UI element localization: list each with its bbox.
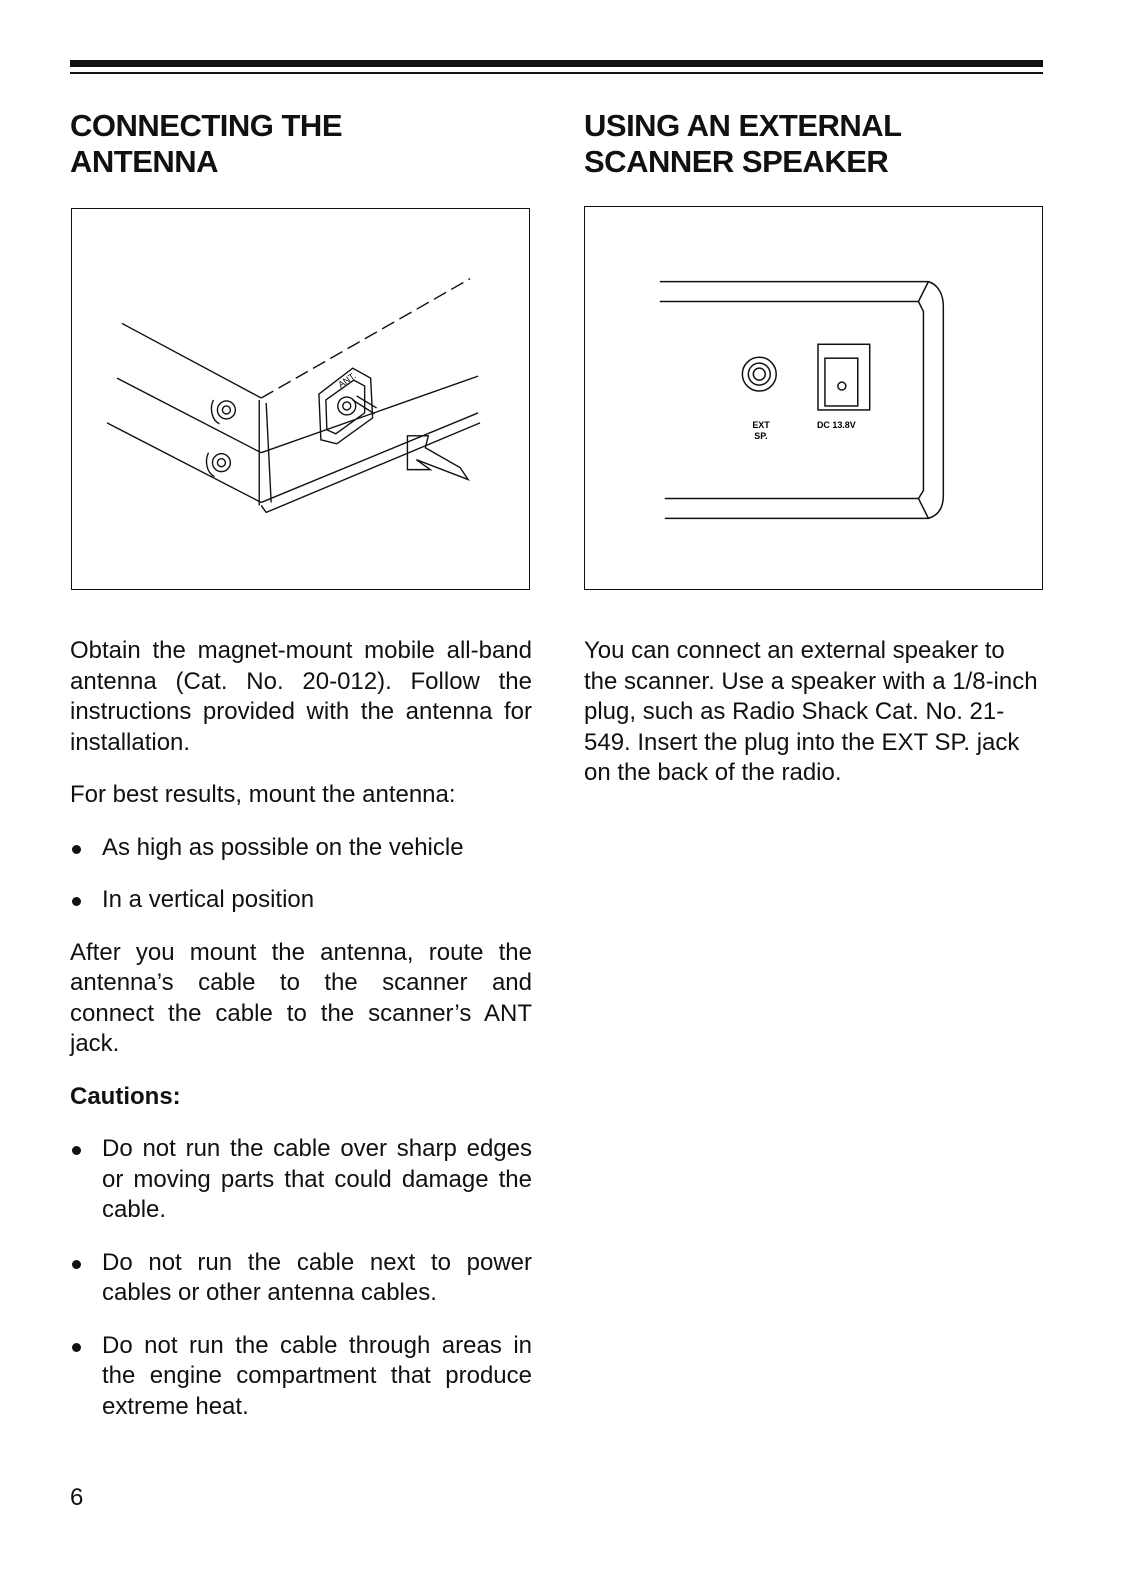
ant-jack-label: ANT. [336,370,358,390]
dc-input-label: DC 13.8V [816,419,856,430]
mount-bullet [70,833,532,864]
section-heading-antenna [70,108,342,180]
mount-bullet-text: As high as possible on the vehicle [102,833,464,861]
page-number: 6 [70,1484,84,1511]
antenna-connection-figure [71,208,530,590]
caution-text: Do not run the cable through areas in the engine compartment that produce extreme heat. [102,1331,532,1420]
speaker-connection-figure [584,206,1043,590]
antenna-instructions [70,636,532,1444]
caution-bullet [70,1248,532,1309]
cautions-label: Cautions: [70,1082,181,1110]
heading-line: USING AN EXTERNAL [584,108,902,143]
caution-text: Do not run the cable over sharp edges or moving parts that could damage the cable. [102,1135,532,1223]
caution-bullet [70,1134,532,1226]
after-mount-paragraph: After you mount the antenna, route the antenna’s cable to the scanner and connect the cable to the scanner’s ANT jack. [70,938,532,1057]
heading-line: ANTENNA [70,144,219,179]
best-results-paragraph: For best results, mount the antenna: [70,781,456,808]
ext-sp-label-line2: SP. [754,430,768,441]
speaker-paragraph: You can connect an external speaker to the scanner. Use a speaker with a 1/8-inch plug, such as Radio Shack Cat. No. 21-549. Insert the plug into the EXT SP. jack on the back of the radio. [584,637,1038,786]
section-heading-speaker [584,108,902,180]
caution-bullet [70,1331,532,1423]
heading-line: SCANNER SPEAKER [584,144,889,179]
rear-panel-illustration [585,207,1042,589]
header-rule-thick [70,60,1043,67]
bullet-dot-icon [72,897,81,906]
bullet-dot-icon [72,1146,81,1155]
mount-bullet [70,885,532,916]
ext-sp-label-line1: EXT [752,419,770,430]
mount-bullet-text: In a vertical position [102,886,315,913]
bullet-dot-icon [72,845,81,854]
antenna-intro-paragraph: Obtain the magnet-mount mobile all-band antenna (Cat. No. 20-012). Follow the instructions provided with the antenna for installation. [70,637,532,756]
antenna-illustration [72,209,529,589]
speaker-instructions [584,636,1044,811]
header-rule-thin [70,72,1043,74]
heading-line: CONNECTING THE [70,108,342,143]
bullet-dot-icon [72,1260,81,1269]
caution-text: Do not run the cable next to power cables or other antenna cables. [102,1248,532,1306]
bullet-dot-icon [72,1343,81,1352]
